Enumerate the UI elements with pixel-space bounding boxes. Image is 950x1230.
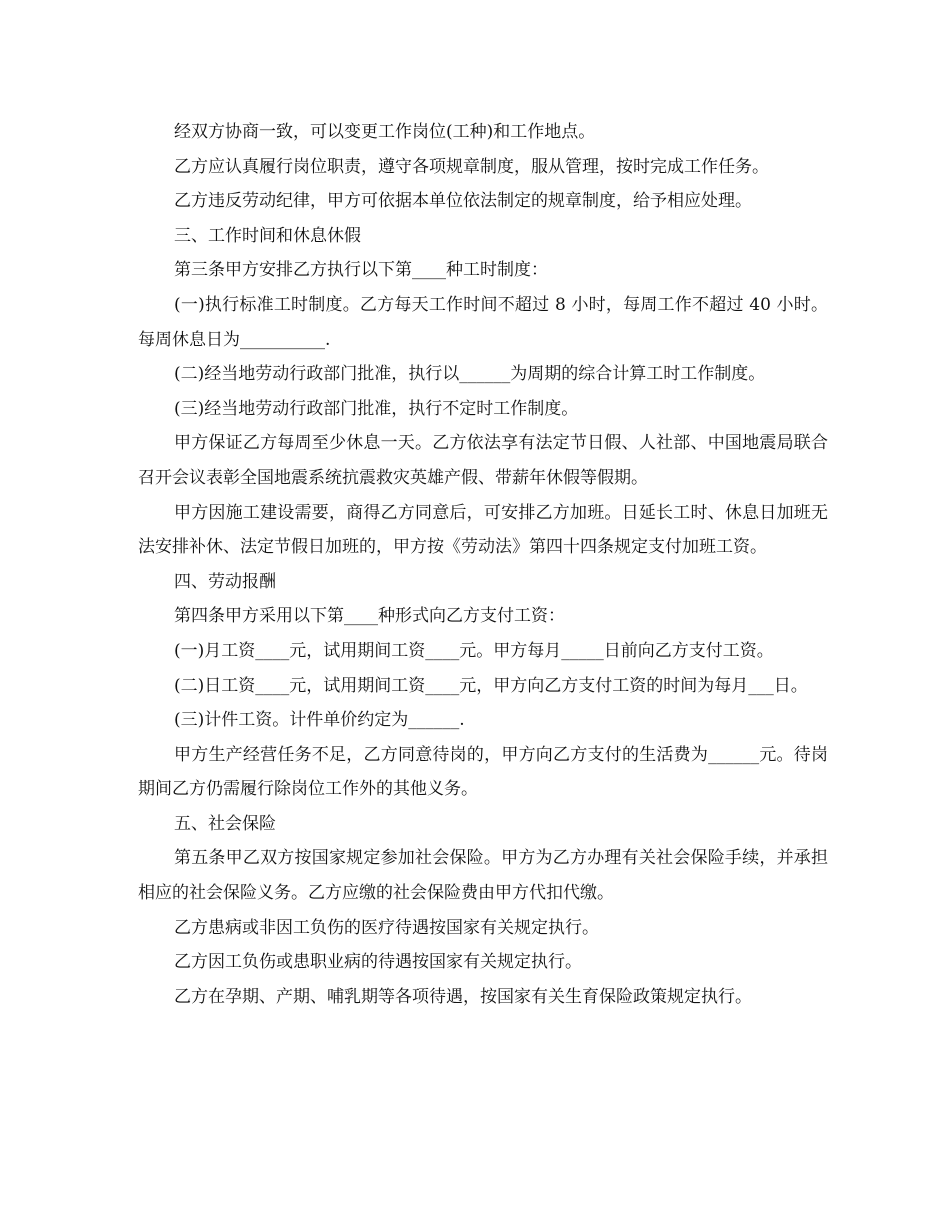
paragraph: 经双方协商一致，可以变更工作岗位(工种)和工作地点。 (174, 122, 596, 142)
section-heading: 四、劳动报酬 (174, 571, 276, 592)
paragraph: (一)月工资____元，试用期间工资____元。甲方每月_____日前向乙方支付工资。 (174, 640, 774, 661)
paragraph: (三)经当地劳动行政部门批准，执行不定时工作制度。 (174, 398, 579, 419)
paragraph: 第三条甲方安排乙方执行以下第____种工时制度： (174, 260, 548, 281)
paragraph: (一)执行标准工时制度。乙方每天工作时间不超过 8 小时，每周工作不超过 40 小时。每周休息日为__________. (138, 294, 828, 350)
section-heading: 五、社会保险 (174, 813, 276, 834)
paragraph: 乙方违反劳动纪律，甲方可依据本单位依法制定的规章制度，给予相应处理。 (174, 191, 752, 212)
paragraph: (二)日工资____元，试用期间工资____元，甲方向乙方支付工资的时间为每月___日。 (174, 675, 808, 696)
paragraph: 乙方在孕期、产期、哺乳期等各项待遇，按国家有关生育保险政策规定执行。 (174, 986, 752, 1007)
paragraph: 乙方因工负伤或患职业病的待遇按国家有关规定执行。 (174, 952, 582, 973)
paragraph: (二)经当地劳动行政部门批准，执行以______为周期的综合计算工时工作制度。 (174, 364, 766, 385)
document-body (138, 115, 828, 1014)
paragraph: 第四条甲方采用以下第____种形式向乙方支付工资： (174, 606, 565, 627)
paragraph: 乙方患病或非因工负伤的医疗待遇按国家有关规定执行。 (174, 917, 599, 938)
paragraph: 第五条甲乙双方按国家规定参加社会保险。甲方为乙方办理有关社会保险手续，并承担相应的社会保险义务。乙方应缴的社会保险费由甲方代扣代缴。 (138, 848, 828, 904)
paragraph: 乙方应认真履行岗位职责，遵守各项规章制度，服从管理，按时完成工作任务。 (174, 156, 769, 177)
section-heading: 三、工作时间和休息休假 (174, 225, 361, 246)
paragraph: 甲方保证乙方每周至少休息一天。乙方依法享有法定节日假、人社部、中国地震局联合召开会议表彰全国地震系统抗震救灾英雄产假、带薪年休假等假期。 (138, 433, 828, 488)
paragraph: (三)计件工资。计件单价约定为______. (174, 710, 465, 731)
paragraph: 甲方生产经营任务不足，乙方同意待岗的，甲方向乙方支付的生活费为______元。待岗期间乙方仍需履行除岗位工作外的其他义务。 (138, 744, 828, 800)
paragraph: 甲方因施工建设需要，商得乙方同意后，可安排乙方加班。日延长工时、休息日加班无法安排补休、法定节假日加班的，甲方按《劳动法》第四十四条规定支付加班工资。 (138, 502, 828, 558)
